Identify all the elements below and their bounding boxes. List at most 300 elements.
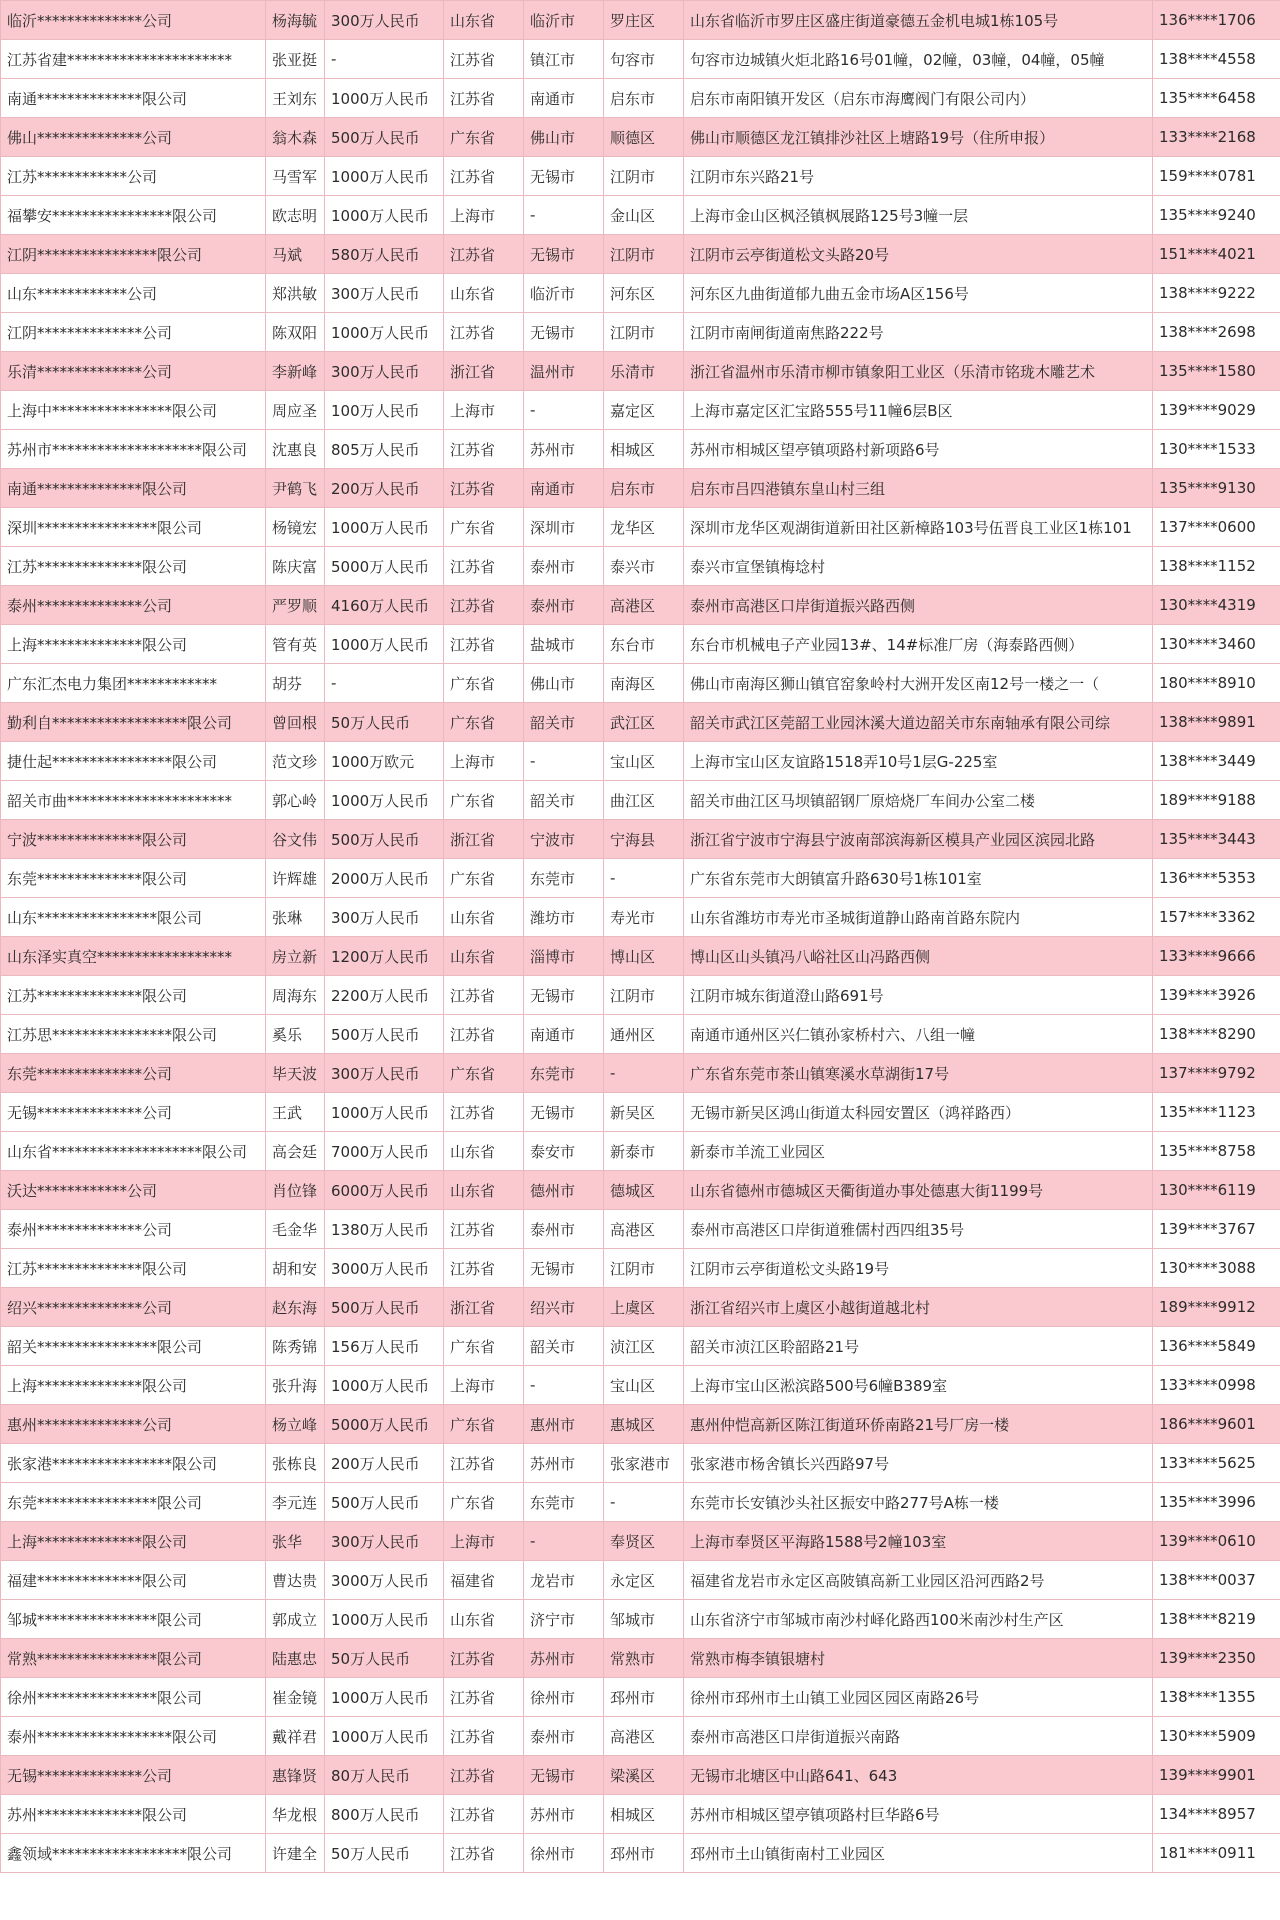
city-cell: 无锡市 (524, 1756, 604, 1795)
province-cell: 浙江省 (444, 1288, 524, 1327)
company-name-cell: 韶关****************限公司 (1, 1327, 266, 1366)
address-cell: 江阴市南闸街道南焦路222号 (684, 313, 1153, 352)
address-cell: 张家港市杨舍镇长兴西路97号 (684, 1444, 1153, 1483)
company-name-cell: 江苏************公司 (1, 157, 266, 196)
table-row (1, 1483, 1280, 1522)
capital-cell: 1000万人民币 (325, 508, 444, 547)
capital-cell: 1000万人民币 (325, 1717, 444, 1756)
capital-cell: 4160万人民币 (325, 586, 444, 625)
capital-cell: 156万人民币 (325, 1327, 444, 1366)
province-cell: 山东省 (444, 1, 524, 40)
city-cell: - (524, 391, 604, 430)
province-cell: 江苏省 (444, 547, 524, 586)
address-cell: 东莞市长安镇沙头社区振安中路277号A栋一楼 (684, 1483, 1153, 1522)
city-cell: 徐州市 (524, 1834, 604, 1873)
phone-cell: 181****0911 (1153, 1834, 1280, 1873)
table-row (1, 625, 1280, 664)
address-cell: 河东区九曲街道郁九曲五金市场A区156号 (684, 274, 1153, 313)
company-name-cell: 佛山**************公司 (1, 118, 266, 157)
address-cell: 山东省临沂市罗庄区盛庄街道豪德五金机电城1栋105号 (684, 1, 1153, 40)
address-cell: 上海市奉贤区平海路1588号2幢103室 (684, 1522, 1153, 1561)
address-cell: 佛山市顺德区龙江镇排沙社区上塘路19号（住所申报） (684, 118, 1153, 157)
province-cell: 山东省 (444, 937, 524, 976)
phone-cell: 138****8290 (1153, 1015, 1280, 1054)
province-cell: 江苏省 (444, 1756, 524, 1795)
province-cell: 广东省 (444, 1483, 524, 1522)
district-cell: 罗庄区 (604, 1, 684, 40)
phone-cell: 138****3449 (1153, 742, 1280, 781)
city-cell: 泰州市 (524, 1717, 604, 1756)
table-row (1, 703, 1280, 742)
phone-cell: 138****0037 (1153, 1561, 1280, 1600)
phone-cell: 135****9130 (1153, 469, 1280, 508)
phone-cell: 138****8219 (1153, 1600, 1280, 1639)
province-cell: 江苏省 (444, 625, 524, 664)
district-cell: 宁海县 (604, 820, 684, 859)
address-cell: 泰州市高港区口岸街道雅儒村西四组35号 (684, 1210, 1153, 1249)
address-cell: 上海市嘉定区汇宝路555号11幢6层B区 (684, 391, 1153, 430)
capital-cell: 500万人民币 (325, 1483, 444, 1522)
province-cell: 上海市 (444, 196, 524, 235)
district-cell: 寿光市 (604, 898, 684, 937)
phone-cell: 139****9029 (1153, 391, 1280, 430)
table-row (1, 586, 1280, 625)
phone-cell: 136****5353 (1153, 859, 1280, 898)
province-cell: 福建省 (444, 1561, 524, 1600)
province-cell: 广东省 (444, 1054, 524, 1093)
table-row (1, 1444, 1280, 1483)
company-name-cell: 广东汇杰电力集团************ (1, 664, 266, 703)
city-cell: 龙岩市 (524, 1561, 604, 1600)
district-cell: 金山区 (604, 196, 684, 235)
company-name-cell: 江苏**************限公司 (1, 976, 266, 1015)
province-cell: 江苏省 (444, 469, 524, 508)
city-cell: 泰州市 (524, 586, 604, 625)
city-cell: 无锡市 (524, 313, 604, 352)
district-cell: 永定区 (604, 1561, 684, 1600)
district-cell: 相城区 (604, 1795, 684, 1834)
legal-rep-cell: 华龙根 (266, 1795, 325, 1834)
company-name-cell: 沃达************公司 (1, 1171, 266, 1210)
legal-rep-cell: 范文珍 (266, 742, 325, 781)
table-row (1, 274, 1280, 313)
phone-cell: 135****9240 (1153, 196, 1280, 235)
capital-cell: 500万人民币 (325, 820, 444, 859)
table-row (1, 1015, 1280, 1054)
city-cell: 惠州市 (524, 1405, 604, 1444)
legal-rep-cell: 李新峰 (266, 352, 325, 391)
table-row (1, 1288, 1280, 1327)
legal-rep-cell: 房立新 (266, 937, 325, 976)
legal-rep-cell: 胡芬 (266, 664, 325, 703)
legal-rep-cell: 郭成立 (266, 1600, 325, 1639)
company-name-cell: 宁波**************限公司 (1, 820, 266, 859)
district-cell: 浈江区 (604, 1327, 684, 1366)
province-cell: 江苏省 (444, 430, 524, 469)
capital-cell: 80万人民币 (325, 1756, 444, 1795)
province-cell: 上海市 (444, 1366, 524, 1405)
legal-rep-cell: 马斌 (266, 235, 325, 274)
district-cell: 张家港市 (604, 1444, 684, 1483)
address-cell: 博山区山头镇冯八峪社区山冯路西侧 (684, 937, 1153, 976)
capital-cell: 1200万人民币 (325, 937, 444, 976)
city-cell: 淄博市 (524, 937, 604, 976)
phone-cell: 130****5909 (1153, 1717, 1280, 1756)
capital-cell: 800万人民币 (325, 1795, 444, 1834)
company-name-cell: 福攀安****************限公司 (1, 196, 266, 235)
capital-cell: 3000万人民币 (325, 1561, 444, 1600)
legal-rep-cell: 尹鹤飞 (266, 469, 325, 508)
city-cell: 韶关市 (524, 1327, 604, 1366)
table-row (1, 859, 1280, 898)
legal-rep-cell: 许辉雄 (266, 859, 325, 898)
legal-rep-cell: 陈庆富 (266, 547, 325, 586)
table-row (1, 1834, 1280, 1873)
city-cell: 深圳市 (524, 508, 604, 547)
phone-cell: 130****1533 (1153, 430, 1280, 469)
address-cell: 江阴市东兴路21号 (684, 157, 1153, 196)
table-row (1, 118, 1280, 157)
district-cell: 高港区 (604, 586, 684, 625)
province-cell: 江苏省 (444, 313, 524, 352)
phone-cell: 133****0998 (1153, 1366, 1280, 1405)
district-cell: 启东市 (604, 79, 684, 118)
address-cell: 泰兴市宣堡镇梅埝村 (684, 547, 1153, 586)
table-row (1, 1327, 1280, 1366)
phone-cell: 130****3088 (1153, 1249, 1280, 1288)
capital-cell: 1000万人民币 (325, 313, 444, 352)
capital-cell: 1380万人民币 (325, 1210, 444, 1249)
province-cell: 江苏省 (444, 1678, 524, 1717)
phone-cell: 135****3443 (1153, 820, 1280, 859)
company-name-cell: 泰州******************限公司 (1, 1717, 266, 1756)
address-cell: 浙江省宁波市宁海县宁波南部滨海新区模具产业园区滨园北路 (684, 820, 1153, 859)
province-cell: 江苏省 (444, 157, 524, 196)
province-cell: 广东省 (444, 118, 524, 157)
company-name-cell: 勤利自******************限公司 (1, 703, 266, 742)
district-cell: 武江区 (604, 703, 684, 742)
company-name-cell: 深圳****************限公司 (1, 508, 266, 547)
legal-rep-cell: 郑洪敏 (266, 274, 325, 313)
province-cell: 江苏省 (444, 1093, 524, 1132)
company-name-cell: 山东****************限公司 (1, 898, 266, 937)
table-row (1, 157, 1280, 196)
phone-cell: 136****5849 (1153, 1327, 1280, 1366)
address-cell: 韶关市武江区莞韶工业园沐溪大道边韶关市东南轴承有限公司综 (684, 703, 1153, 742)
table-row (1, 196, 1280, 235)
district-cell: 河东区 (604, 274, 684, 313)
table-row (1, 820, 1280, 859)
city-cell: 南通市 (524, 79, 604, 118)
capital-cell: 1000万人民币 (325, 1600, 444, 1639)
table-row (1, 1171, 1280, 1210)
city-cell: 南通市 (524, 1015, 604, 1054)
table-row (1, 469, 1280, 508)
province-cell: 江苏省 (444, 1210, 524, 1249)
company-name-cell: 泰州**************公司 (1, 1210, 266, 1249)
legal-rep-cell: 欧志明 (266, 196, 325, 235)
capital-cell: 3000万人民币 (325, 1249, 444, 1288)
phone-cell: 151****4021 (1153, 235, 1280, 274)
city-cell: - (524, 1366, 604, 1405)
legal-rep-cell: 毕天波 (266, 1054, 325, 1093)
province-cell: 江苏省 (444, 1249, 524, 1288)
legal-rep-cell: 沈惠良 (266, 430, 325, 469)
address-cell: 常熟市梅李镇银塘村 (684, 1639, 1153, 1678)
phone-cell: 130****3460 (1153, 625, 1280, 664)
table-row (1, 742, 1280, 781)
company-name-cell: 江阴****************限公司 (1, 235, 266, 274)
capital-cell: 300万人民币 (325, 1522, 444, 1561)
district-cell: 常熟市 (604, 1639, 684, 1678)
city-cell: 镇江市 (524, 40, 604, 79)
city-cell: 济宁市 (524, 1600, 604, 1639)
phone-cell: 133****5625 (1153, 1444, 1280, 1483)
city-cell: 佛山市 (524, 118, 604, 157)
company-name-cell: 江苏思****************限公司 (1, 1015, 266, 1054)
address-cell: 上海市宝山区淞滨路500号6幢B389室 (684, 1366, 1153, 1405)
company-name-cell: 南通**************限公司 (1, 79, 266, 118)
legal-rep-cell: 翁木森 (266, 118, 325, 157)
city-cell: 韶关市 (524, 781, 604, 820)
phone-cell: 130****6119 (1153, 1171, 1280, 1210)
capital-cell: 1000万人民币 (325, 1678, 444, 1717)
province-cell: 江苏省 (444, 235, 524, 274)
company-name-cell: 苏州市********************限公司 (1, 430, 266, 469)
capital-cell: 300万人民币 (325, 352, 444, 391)
company-name-cell: 江苏省建********************** (1, 40, 266, 79)
phone-cell: 138****1355 (1153, 1678, 1280, 1717)
legal-rep-cell: 高会廷 (266, 1132, 325, 1171)
city-cell: 绍兴市 (524, 1288, 604, 1327)
capital-cell: 5000万人民币 (325, 547, 444, 586)
province-cell: 广东省 (444, 664, 524, 703)
legal-rep-cell: 奚乐 (266, 1015, 325, 1054)
phone-cell: 138****1152 (1153, 547, 1280, 586)
district-cell: 南海区 (604, 664, 684, 703)
district-cell: 江阴市 (604, 235, 684, 274)
capital-cell: 6000万人民币 (325, 1171, 444, 1210)
capital-cell: 300万人民币 (325, 1, 444, 40)
district-cell: - (604, 859, 684, 898)
city-cell: 无锡市 (524, 976, 604, 1015)
district-cell: 通州区 (604, 1015, 684, 1054)
city-cell: 泰州市 (524, 547, 604, 586)
address-cell: 佛山市南海区狮山镇官窑象岭村大洲开发区南12号一楼之一（ (684, 664, 1153, 703)
district-cell: - (604, 1483, 684, 1522)
company-name-cell: 张家港****************限公司 (1, 1444, 266, 1483)
capital-cell: 1000万人民币 (325, 79, 444, 118)
legal-rep-cell: 王刘东 (266, 79, 325, 118)
district-cell: 乐清市 (604, 352, 684, 391)
city-cell: 德州市 (524, 1171, 604, 1210)
capital-cell: 7000万人民币 (325, 1132, 444, 1171)
capital-cell: 50万人民币 (325, 1639, 444, 1678)
table-row (1, 1, 1280, 40)
capital-cell: 1000万人民币 (325, 157, 444, 196)
capital-cell: 50万人民币 (325, 1834, 444, 1873)
capital-cell: 805万人民币 (325, 430, 444, 469)
company-name-cell: 上海**************限公司 (1, 1522, 266, 1561)
capital-cell: 500万人民币 (325, 1288, 444, 1327)
phone-cell: 139****9901 (1153, 1756, 1280, 1795)
table-row (1, 898, 1280, 937)
district-cell: 嘉定区 (604, 391, 684, 430)
capital-cell: 500万人民币 (325, 1015, 444, 1054)
phone-cell: 135****6458 (1153, 79, 1280, 118)
table-row (1, 1717, 1280, 1756)
province-cell: 江苏省 (444, 1444, 524, 1483)
address-cell: 山东省济宁市邹城市南沙村峄化路西100米南沙村生产区 (684, 1600, 1153, 1639)
table-row (1, 1561, 1280, 1600)
legal-rep-cell: 曹达贵 (266, 1561, 325, 1600)
city-cell: 南通市 (524, 469, 604, 508)
province-cell: 山东省 (444, 1600, 524, 1639)
city-cell: 苏州市 (524, 430, 604, 469)
legal-rep-cell: 管有英 (266, 625, 325, 664)
capital-cell: 1000万欧元 (325, 742, 444, 781)
city-cell: 温州市 (524, 352, 604, 391)
district-cell: 启东市 (604, 469, 684, 508)
province-cell: 广东省 (444, 781, 524, 820)
capital-cell: 2200万人民币 (325, 976, 444, 1015)
province-cell: 江苏省 (444, 1834, 524, 1873)
phone-cell: 189****9912 (1153, 1288, 1280, 1327)
city-cell: 苏州市 (524, 1639, 604, 1678)
legal-rep-cell: 张亚挺 (266, 40, 325, 79)
city-cell: 无锡市 (524, 235, 604, 274)
legal-rep-cell: 毛金华 (266, 1210, 325, 1249)
company-name-cell: 常熟****************限公司 (1, 1639, 266, 1678)
city-cell: - (524, 742, 604, 781)
company-name-cell: 绍兴**************公司 (1, 1288, 266, 1327)
district-cell: 曲江区 (604, 781, 684, 820)
province-cell: 浙江省 (444, 352, 524, 391)
phone-cell: 130****4319 (1153, 586, 1280, 625)
capital-cell: 300万人民币 (325, 898, 444, 937)
table-row (1, 352, 1280, 391)
province-cell: 山东省 (444, 274, 524, 313)
city-cell: 盐城市 (524, 625, 604, 664)
table-row (1, 976, 1280, 1015)
company-name-cell: 捷仕起****************限公司 (1, 742, 266, 781)
phone-cell: 135****1123 (1153, 1093, 1280, 1132)
address-cell: 南通市通州区兴仁镇孙家桥村六、八组一幢 (684, 1015, 1153, 1054)
district-cell: 句容市 (604, 40, 684, 79)
district-cell: 奉贤区 (604, 1522, 684, 1561)
table-row (1, 1054, 1280, 1093)
table-row (1, 1639, 1280, 1678)
district-cell: 德城区 (604, 1171, 684, 1210)
table-row (1, 1405, 1280, 1444)
company-name-cell: 无锡**************公司 (1, 1093, 266, 1132)
table-row (1, 40, 1280, 79)
province-cell: 江苏省 (444, 1015, 524, 1054)
capital-cell: 1000万人民币 (325, 625, 444, 664)
company-name-cell: 江阴**************公司 (1, 313, 266, 352)
district-cell: 龙华区 (604, 508, 684, 547)
address-cell: 江阴市城东街道澄山路691号 (684, 976, 1153, 1015)
district-cell: 江阴市 (604, 976, 684, 1015)
district-cell: 邳州市 (604, 1678, 684, 1717)
company-name-cell: 江苏**************限公司 (1, 547, 266, 586)
legal-rep-cell: 戴祥君 (266, 1717, 325, 1756)
table-row (1, 1600, 1280, 1639)
city-cell: - (524, 196, 604, 235)
company-name-cell: 上海**************限公司 (1, 1366, 266, 1405)
district-cell: 江阴市 (604, 313, 684, 352)
capital-cell: - (325, 40, 444, 79)
table-row (1, 1522, 1280, 1561)
district-cell: 高港区 (604, 1717, 684, 1756)
table-row (1, 1132, 1280, 1171)
legal-rep-cell: 周海东 (266, 976, 325, 1015)
address-cell: 惠州仲恺高新区陈江街道环侨南路21号厂房一楼 (684, 1405, 1153, 1444)
province-cell: 广东省 (444, 1405, 524, 1444)
province-cell: 山东省 (444, 1171, 524, 1210)
phone-cell: 135****3996 (1153, 1483, 1280, 1522)
address-cell: 启东市南阳镇开发区（启东市海鹰阀门有限公司内） (684, 79, 1153, 118)
province-cell: 广东省 (444, 1327, 524, 1366)
province-cell: 山东省 (444, 1132, 524, 1171)
phone-cell: 134****8957 (1153, 1795, 1280, 1834)
phone-cell: 137****0600 (1153, 508, 1280, 547)
company-name-cell: 南通**************限公司 (1, 469, 266, 508)
district-cell: 江阴市 (604, 157, 684, 196)
company-name-cell: 山东省********************限公司 (1, 1132, 266, 1171)
legal-rep-cell: 陈秀锦 (266, 1327, 325, 1366)
city-cell: 泰州市 (524, 1210, 604, 1249)
district-cell: 邹城市 (604, 1600, 684, 1639)
district-cell: 高港区 (604, 1210, 684, 1249)
capital-cell: 1000万人民币 (325, 1366, 444, 1405)
address-cell: 启东市吕四港镇东皇山村三组 (684, 469, 1153, 508)
legal-rep-cell: 马雪军 (266, 157, 325, 196)
address-cell: 泰州市高港区口岸街道振兴路西侧 (684, 586, 1153, 625)
company-name-cell: 鑫领域******************限公司 (1, 1834, 266, 1873)
city-cell: 潍坊市 (524, 898, 604, 937)
address-cell: 浙江省温州市乐清市柳市镇象阳工业区（乐清市铭珑木雕艺术 (684, 352, 1153, 391)
province-cell: 江苏省 (444, 1795, 524, 1834)
legal-rep-cell: 张华 (266, 1522, 325, 1561)
capital-cell: 1000万人民币 (325, 781, 444, 820)
address-cell: 无锡市新吴区鸿山街道太科园安置区（鸿祥路西） (684, 1093, 1153, 1132)
table-row (1, 235, 1280, 274)
legal-rep-cell: 杨立峰 (266, 1405, 325, 1444)
legal-rep-cell: 张琳 (266, 898, 325, 937)
city-cell: 无锡市 (524, 157, 604, 196)
city-cell: 东莞市 (524, 859, 604, 898)
capital-cell: - (325, 664, 444, 703)
province-cell: 山东省 (444, 898, 524, 937)
table-row (1, 1366, 1280, 1405)
city-cell: 泰安市 (524, 1132, 604, 1171)
company-name-cell: 徐州****************限公司 (1, 1678, 266, 1717)
address-cell: 上海市宝山区友谊路1518弄10号1层G-225室 (684, 742, 1153, 781)
district-cell: 惠城区 (604, 1405, 684, 1444)
city-cell: 徐州市 (524, 1678, 604, 1717)
table-row (1, 1756, 1280, 1795)
city-cell: 宁波市 (524, 820, 604, 859)
legal-rep-cell: 崔金镜 (266, 1678, 325, 1717)
province-cell: 上海市 (444, 391, 524, 430)
company-name-cell: 东莞**************公司 (1, 1054, 266, 1093)
phone-cell: 138****9222 (1153, 274, 1280, 313)
legal-rep-cell: 周应圣 (266, 391, 325, 430)
city-cell: 苏州市 (524, 1795, 604, 1834)
legal-rep-cell: 胡和安 (266, 1249, 325, 1288)
legal-rep-cell: 张栋良 (266, 1444, 325, 1483)
